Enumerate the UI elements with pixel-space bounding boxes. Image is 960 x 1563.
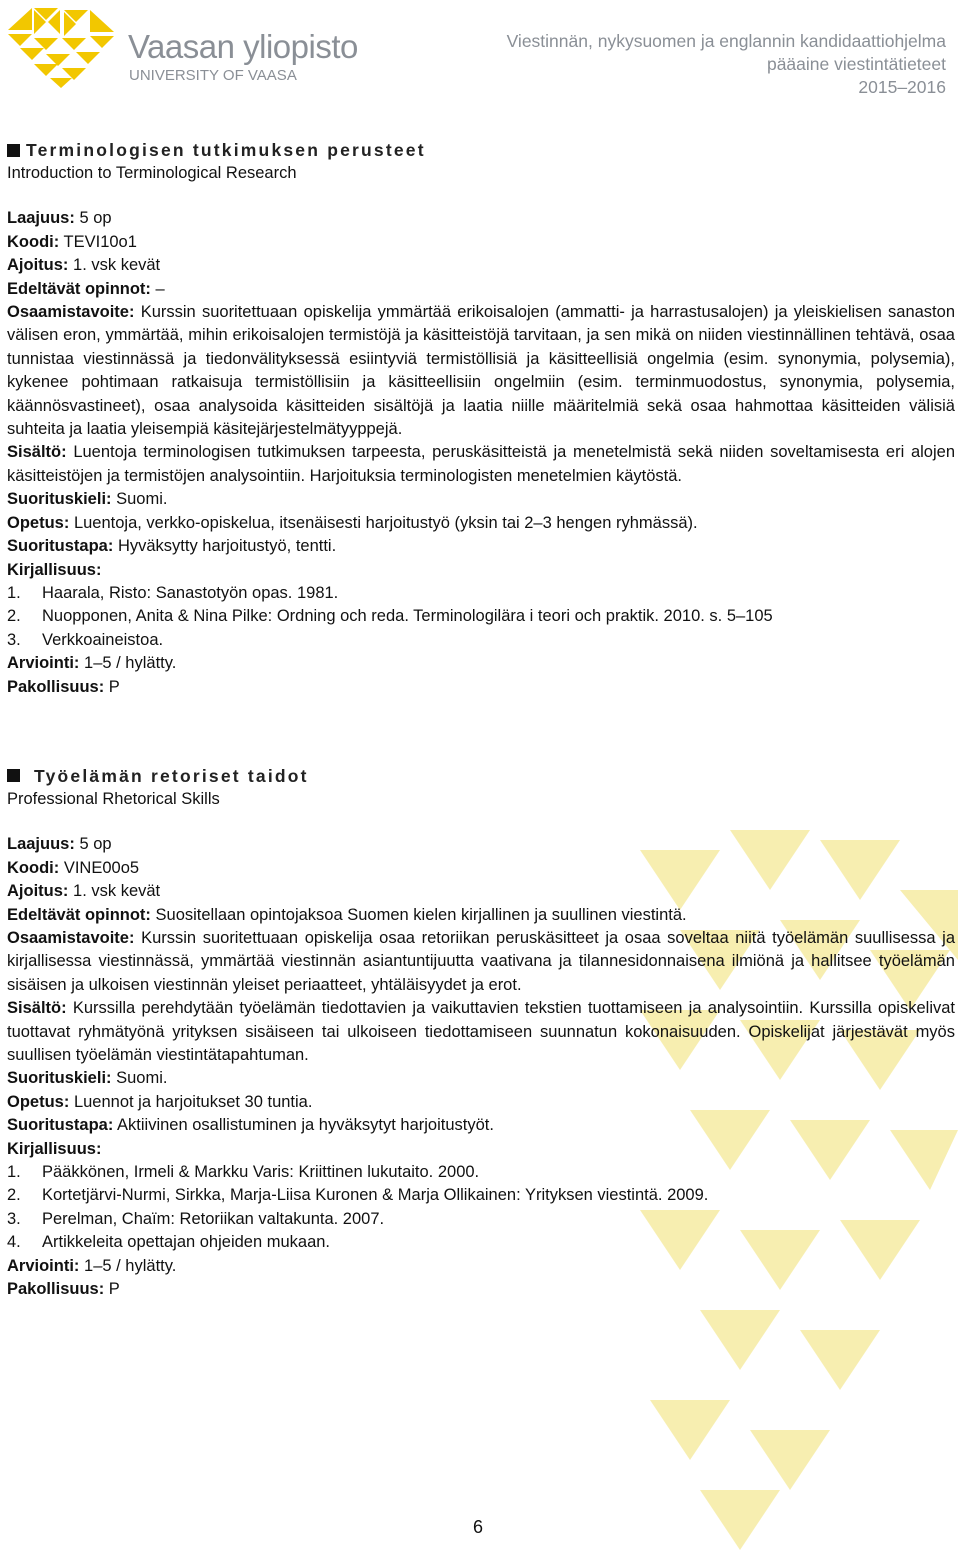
course-literature-heading: Kirjallisuus: [7, 1139, 102, 1158]
course-english-title: Introduction to Terminological Research [7, 164, 297, 182]
page-content [7, 138, 955, 1301]
course-code: Koodi: TEVI10o1 [7, 232, 137, 251]
course-code: Koodi: VINE00o5 [7, 858, 140, 877]
course-assessment: Arviointi: 1–5 / hylätty. [7, 1256, 177, 1275]
course-mandatory: Pakollisuus: P [7, 677, 120, 696]
page-header [0, 0, 960, 100]
course-prerequisites: Edeltävät opinnot: – [7, 279, 165, 298]
course-timing: Ajoitus: 1. vsk kevät [7, 882, 161, 901]
course-mandatory: Pakollisuus: P [7, 1280, 120, 1299]
university-logo [6, 6, 386, 90]
list-item: 2. Nuopponen, Anita & Nina Pilke: Ordning och reda. Terminologilära i teori och praktik. 2010. s. 5–105 [7, 607, 773, 626]
course-section-1 [7, 138, 955, 699]
course-timing: Ajoitus: 1. vsk kevät [7, 256, 161, 275]
bullet-square-icon [7, 769, 20, 782]
course-prerequisites: Edeltävät opinnot: Suositellaan opintojaksoa Suomen kielen kirjallinen ja suullinen viestintä. [7, 905, 687, 924]
course-literature-heading: Kirjallisuus: [7, 560, 102, 579]
list-item: 3. Perelman, Chaïm: Retoriikan valtakunta. 2007. [7, 1209, 385, 1228]
course-scope: Laajuus: 5 op [7, 835, 112, 854]
list-item: 4. Artikkeleita opettajan ohjeiden mukaan. [7, 1233, 331, 1252]
program-line-3: 2015–2016 [858, 77, 946, 97]
course-learning-outcomes: Osaamistavoite: Kurssin suoritettuaan opiskelija ymmärtää erikoisalojen (ammatti- ja harrastusalojen) ja yleiskielisen sanaston välisen eron, ymmärtää, mihin erikoisalojen termistöjä ja käsitteistöjä tarvitaan, ja sen mikä on niiden viestinnällinen tehtävä, osaa tunnistaa viestinnässä ja tiedonvälityksessä esiintyviä termistöllisiä ja käsitteellisiä ongelmia (esim. synonymia, polysemia), kykenee pohtimaan ratkaisuja termistöllisiin ja käsitteellisiin ongelmiin (esim. terminmuodostus, synonymia, polysemia, käännösvastineet), osaa analysoida käsitteiden sisältöjä ja laatia niille määritelmiä sekä osaa hahmottaa käsitteiden välisiä suhteita ja laatia yleisempiä käsitejärjestelmätyyppejä. [7, 303, 955, 439]
course-learning-outcomes: Osaamistavoite: Kurssin suoritettuaan opiskelija osaa retoriikan peruskäsitteet ja osaa soveltaa niitä työelämän suullisessa ja kirjallisessa viestinnässä, ymmärtää viestinnän asiantuntijuutta vaativana ja tilannesidonnaisena ilmiönä ja hallitsee työelämän sisäisen ja ulkoisen viestinnän yleiset periaatteet, yhtäläisyydet ja erot. [7, 928, 955, 994]
program-line-1: Viestinnän, nykysuomen ja englannin kandidaattiohjelma [506, 31, 946, 51]
course-section-2 [7, 764, 955, 1302]
list-item: 1. Haarala, Risto: Sanastotyön opas. 1981. [7, 583, 339, 602]
course-teaching: Opetus: Luennot ja harjoitukset 30 tuntia. [7, 1092, 313, 1111]
logo-name: Vaasan yliopisto [128, 28, 358, 65]
bullet-square-icon [7, 144, 20, 157]
list-item: 3. Verkkoaineistoa. [7, 630, 164, 649]
course-completion: Suoritustapa: Hyväksytty harjoitustyö, tentti. [7, 537, 337, 556]
heart-logo-icon [6, 6, 118, 88]
list-item: 1. Pääkkönen, Irmeli & Markku Varis: Kriittinen lukutaito. 2000. [7, 1163, 480, 1182]
page-number: 6 [473, 1517, 484, 1537]
program-line-2: pääaine viestintätieteet [766, 54, 946, 74]
course-language: Suorituskieli: Suomi. [7, 490, 168, 509]
course-completion: Suoritustapa: Aktiivinen osallistuminen ja hyväksytyt harjoitustyöt. [7, 1116, 494, 1135]
course-content: Sisältö: Kurssilla perehdytään työelämän tiedottavien ja vaikuttavien tekstien tuottamiseen ja analysointiin. Kurssilla opiskelivat tuottavat ryhmätyönä yrityksen sisäiseen tai ulkoiseen tiedottamiseen suunnatun kokonaisuuden. Opiskelijat järjestävät myös suullisen työelämän viestintätapahtuman. [7, 999, 955, 1064]
course-scope: Laajuus: 5 op [7, 209, 112, 228]
program-info [507, 30, 946, 99]
course-teaching: Opetus: Luentoja, verkko-opiskelua, itsenäisesti harjoitustyö (yksin tai 2–3 hengen ryhmässä). [7, 513, 698, 532]
course-assessment: Arviointi: 1–5 / hylätty. [7, 654, 177, 673]
list-item: 2. Kortetjärvi-Nurmi, Sirkka, Marja-Liisa Kuronen & Marja Ollikainen: Yrityksen viestintä. 2009. [7, 1186, 709, 1205]
course-english-title: Professional Rhetorical Skills [7, 789, 220, 808]
course-title: Työelämän retoriset taidot [7, 764, 955, 788]
course-content: Sisältö: Luentoja terminologisen tutkimuksen tarpeesta, peruskäsitteistä ja menetelmistä sekä niiden soveltamisesta eri alojen käsitteistöjen ja termistöjen analysointiin. Harjoituksia terminologisten menetelmien käytöstä. [7, 443, 955, 485]
logo-subtitle: UNIVERSITY OF VAASA [129, 67, 297, 84]
course-language: Suorituskieli: Suomi. [7, 1069, 168, 1088]
course-title: Terminologisen tutkimuksen perusteet [7, 138, 955, 162]
